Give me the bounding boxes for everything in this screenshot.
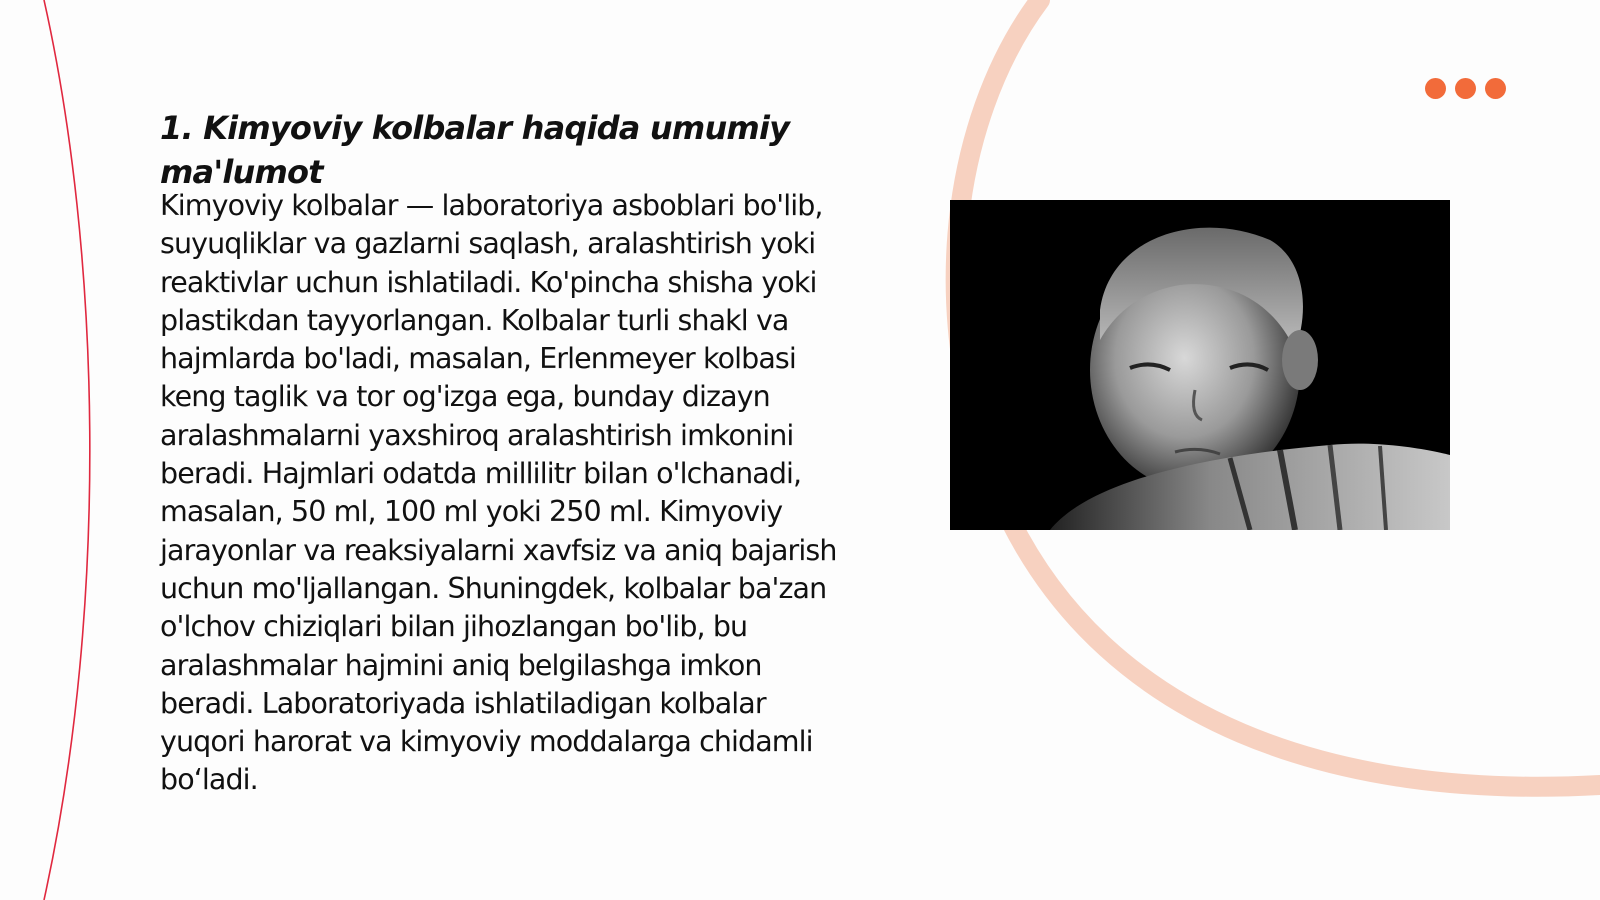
dot-icon (1425, 78, 1446, 99)
decorative-dots (1425, 78, 1515, 100)
child-photo (950, 200, 1450, 530)
dot-icon (1485, 78, 1506, 99)
dot-icon (1455, 78, 1476, 99)
left-red-curve (44, 0, 90, 900)
slide-body-text: Kimyoviy kolbalar — laboratoriya asboblari bo'lib, suyuqliklar va gazlarni saqlash, aralashtirish yoki reaktivlar uchun ishlatiladi. Ko'pincha shisha yoki plastikdan tayyorlangan. Kolbalar turli shakl va hajmlarda bo'ladi, masalan, Erlenmeyer kolbasi keng taglik va tor og'izga ega, bunday dizayn aralashmalarni yaxshiroq aralashtirish imkonini beradi. Hajmlari odatda millilitr bilan o'lchanadi, masalan, 50 ml, 100 ml yoki 250 ml. Kimyoviy jarayonlar va reaksiyalarni xavfsiz va aniq bajarish uchun mo'ljallangan. Shuningdek, kolbalar ba'zan o'lchov chiziqlari bilan jihozlangan bo'lib, bu aralashmalar hajmini aniq belgilashga imkon beradi. Laboratoriyada ishlatiladigan kolbalar yuqori harorat va kimyoviy moddalarga chidamli bo‘ladi. (160, 189, 837, 797)
slide-title: 1. Kimyoviy kolbalar haqida umumiy ma'lumot (160, 109, 790, 191)
